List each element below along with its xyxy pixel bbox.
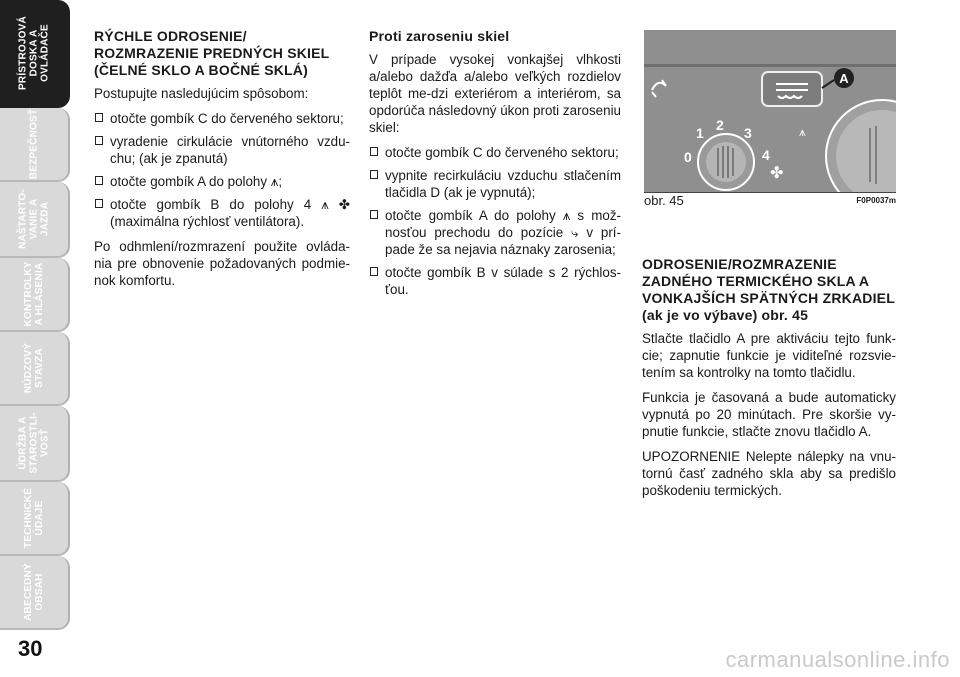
tab-label: ABECEDNÝ OBSAH <box>23 563 45 621</box>
list-item: vyradenie cirkulácie vnútorného vzdu-chu; (ak je zpanutá) <box>94 133 350 167</box>
tab-udrzba[interactable] <box>0 406 70 482</box>
control-panel-illustration <box>644 30 896 192</box>
fan-icon: ✤ <box>770 163 784 182</box>
tab-technicke-udaje[interactable] <box>0 482 70 556</box>
section-heading: ODROSENIE/ROZMRAZENIE ZADNÉHO TERMICKÉHO SKLA A VONKAJŠÍCH SPÄTNÝCH ZRKADIEL (ak je vo výbave) obr. 45 <box>642 256 895 323</box>
defrost-small-icon: ⩚ <box>799 125 806 139</box>
outro-text: Po odhmlení/rozmrazení použite ovláda-nia pre obnovenie požadovaných podmie-nok komfortu. <box>94 239 350 288</box>
section-heading: Proti zaroseniu skiel <box>369 28 510 44</box>
paragraph: Funkcia je časovaná a bude automaticky vypnutá po 20 minútach. Pre skoršie vy-pnutie funkcie, stlačte znovu tlačidlo A. <box>642 390 896 439</box>
dial-number: 4 <box>762 147 770 163</box>
tab-label: ÚDRŽBA A STAROSTLI- VOSŤ <box>17 412 51 474</box>
rear-defrost-section <box>642 256 896 507</box>
tab-abecedny-obsah[interactable] <box>0 556 70 630</box>
tab-label: BEZPEČNOSŤ <box>28 108 40 180</box>
paragraph: Stlačte tlačidlo A pre aktiváciu tejto funk-cie; zapnutie funkcie je viditeľné rozsvie-tením sa kontrolky na tomto tlačidlu. <box>642 331 896 380</box>
watermark: carmanualsonline.info <box>725 647 950 672</box>
list-item: otočte gombík A do polohy ⩚; <box>94 173 350 190</box>
list-item: otočte gombík B v súlade s 2 rýchlos-ťou. <box>369 264 621 298</box>
tab-label: NAŠTARTO- VANIE A JAZDA <box>17 189 51 249</box>
tab-nudzovy-stav[interactable] <box>0 332 70 406</box>
page-number: 30 <box>18 636 43 661</box>
dial-number: 2 <box>716 117 724 133</box>
section-sidebar <box>0 0 74 677</box>
dial-number: 0 <box>684 149 692 165</box>
figure-caption-row <box>644 193 896 209</box>
step-list <box>94 110 350 230</box>
column-left <box>94 28 350 297</box>
paragraph: UPOZORNENIE Nelepte nálepky na vnu-tornú časť zadného skla aby sa predišlo poškodeniu termických. <box>642 449 896 498</box>
intro-text: V prípade vysokej vonkajšej vlhkosti a/alebo dažďa a/alebo veľkých rozdielov teplôt me-dzi exteriérom a interiérom, sa opdorúča následovný úkon proti zaroseniu skiel: <box>369 52 621 135</box>
tab-label: NÚDZOVÝ STAVZA <box>23 342 45 394</box>
dial-number: 3 <box>744 125 752 141</box>
dial-number: 1 <box>696 125 704 141</box>
tab-bezpecnost[interactable] <box>0 108 70 182</box>
list-item: otočte gombík B do polohy 4 ⩚ ✤ (maximálna rýchlosť ventilátora). <box>94 196 350 230</box>
tab-kontrolky[interactable] <box>0 258 70 332</box>
section-heading: RÝCHLE ODROSENIE/ ROZMRAZENIE PREDNÝCH SKIEL (ČELNÉ SKLO A BOČNÉ SKLÁ) <box>94 28 330 78</box>
tab-label: TECHNICKÉ ÚDAJE <box>23 487 45 549</box>
list-item: otočte gombík A do polohy ⩚ s mož-nosťou prechodu do pozície ⤷ v prí-pade že sa nejavia náznaky zarosenia; <box>369 207 621 258</box>
tab-nastartovanie[interactable] <box>0 182 70 258</box>
tab-pristrojova-doska[interactable] <box>0 0 70 108</box>
tab-label: KONTROLKY A HLÁSENIA <box>23 261 45 327</box>
intro-text: Postupujte nasledujúcim spôsobom: <box>94 86 309 101</box>
list-item: vypnite recirkuláciu vzduchu stlačením tlačidla D (ak je vypnutá); <box>369 167 621 201</box>
marker-a-label: A <box>839 71 849 86</box>
figure-code: F0P0037m <box>856 196 896 205</box>
list-item: otočte gombík C do červeného sektoru; <box>369 144 621 161</box>
tab-label: PRÍSTROJOVÁ DOSKA A OVLÁDAČE <box>17 16 51 90</box>
list-item: otočte gombík C do červeného sektoru; <box>94 110 350 127</box>
column-middle <box>369 28 621 306</box>
figure-caption: obr. 45 <box>644 193 684 208</box>
step-list <box>369 144 621 298</box>
figure-control-panel <box>644 30 896 192</box>
